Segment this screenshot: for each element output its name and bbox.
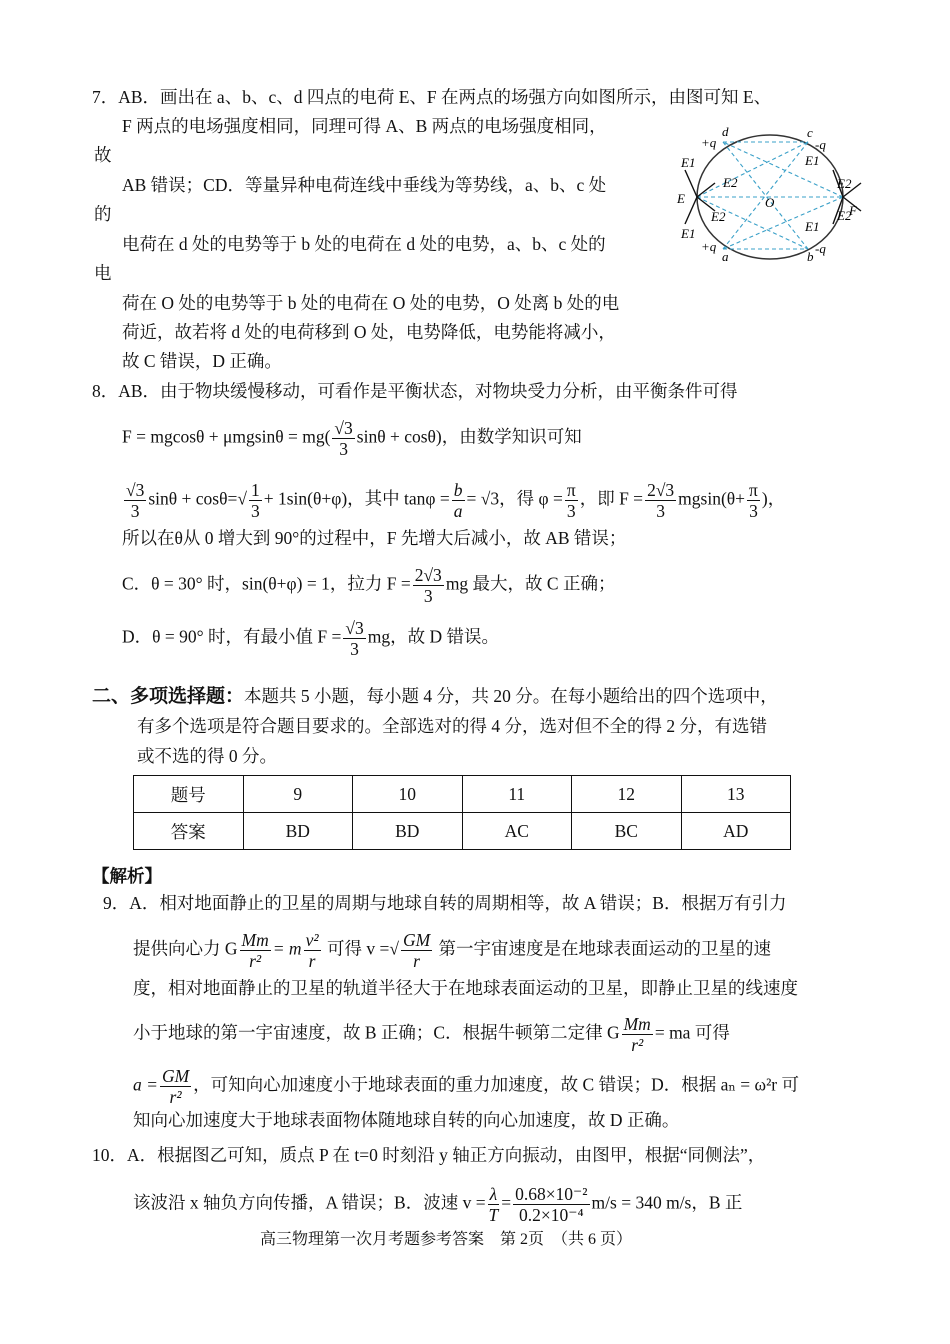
label-minus-q: -q (815, 241, 826, 256)
denominator: 3 (339, 439, 348, 459)
denominator: 3 (566, 501, 576, 521)
fraction (622, 1014, 653, 1055)
table-cell: 13 (681, 776, 791, 813)
text: + 1sin(θ+φ) (263, 488, 348, 509)
answer-table (133, 775, 791, 850)
numerator: 1 (250, 480, 260, 500)
label-F: F (849, 203, 857, 218)
table-row (134, 813, 791, 850)
numerator: v² (305, 930, 319, 950)
text: 小于地球的第一宇宙速度，故 B 正确；C．根据牛顿第二定律 G (133, 1022, 620, 1043)
q7-line: 电荷在 d 处的电势等于 b 处的电荷在 d 处的电势，a、b、c 处的 (122, 234, 606, 254)
table-cell: BD (353, 813, 463, 850)
q9-line: 知向心加速度大于地球表面物体随地球自转的向心加速度，故 D 正确。 (133, 1110, 680, 1130)
label-E1: E1 (681, 226, 696, 241)
text: 提供向心力 G (133, 938, 238, 959)
denominator: 3 (423, 586, 433, 606)
numerator: √3 (345, 618, 364, 638)
section-2-line: 或不选的得 0 分。 (137, 746, 277, 766)
text: C．θ = 30° 时，sin(θ+φ) = 1，拉力 F = (122, 573, 411, 594)
fraction (747, 480, 760, 521)
denominator: r² (169, 1087, 182, 1107)
numerator: GM (161, 1066, 190, 1086)
numerator: b (453, 480, 463, 500)
q8-line: 所以在θ从 0 增大到 90°的过程中，F 先增大后减小，故 AB 错误； (122, 528, 627, 548)
label-E2: E2 (837, 208, 852, 223)
section-title: 二、多项选择题： (92, 686, 245, 707)
table-cell: 9 (243, 776, 353, 813)
text: a = (133, 1074, 158, 1095)
page-footer: 高三物理第一次月考题参考答案 第 2页 （共 6 页） (260, 1231, 633, 1248)
fraction (304, 930, 321, 971)
label-E2: E2 (837, 176, 852, 191)
q8-line-d (122, 618, 499, 659)
text: D．θ = 90° 时，有最小值 F = (122, 626, 342, 647)
section-2-line: 有多个选项是符合题目要求的。全部选对的得 4 分，选对但不全的得 2 分，有选错 (137, 716, 767, 736)
label-E1: E1 (805, 153, 820, 168)
table-cell: 12 (572, 776, 682, 813)
label-a: a (722, 249, 729, 264)
denominator: r (308, 951, 316, 971)
fraction (513, 1184, 589, 1225)
q8-line-c (122, 565, 615, 606)
denominator: 3 (656, 501, 665, 521)
q7-line: 的 (94, 204, 112, 224)
numerator: π (566, 480, 576, 500)
denominator: a (453, 501, 463, 521)
q7-line: AB 错误；CD．等量异种电荷连线中垂线为等势线，a、b、c 处 (122, 175, 607, 195)
text: mg 最大，故 C 正确； (445, 573, 616, 594)
fraction (645, 480, 676, 521)
text: mgsin(θ+ (678, 488, 746, 509)
fraction (249, 480, 262, 521)
fraction (401, 930, 432, 971)
q7-line: 电 (94, 263, 112, 283)
text: ，由数学知识可知 (441, 426, 582, 447)
numerator: π (749, 480, 758, 500)
text: = ma 可得 (654, 1022, 730, 1043)
table-cell: 11 (462, 776, 572, 813)
numerator: GM (402, 930, 431, 950)
text: 本题共 5 小题，每小题 4 分，共 20 分。在每小题给出的四个选项中， (244, 686, 778, 706)
q7-line: F 两点的电场强度相同，同理可得 A、B 两点的电场强度相同， (122, 116, 607, 136)
denominator: 3 (130, 501, 140, 521)
table-cell: BC (572, 813, 682, 850)
text: ，可知向心加速度小于地球表面的重力加速度，故 C 错误；D．根据 aₙ = ω²r 可 (193, 1074, 800, 1095)
q7-line: 7．AB．画出在 a、b、c、d 四点的电荷 E、F 在两点的场强方向如图所示，由图可知 E、 (92, 87, 772, 107)
text: ，其中 tanφ = (347, 488, 450, 509)
analysis-heading: 【解析】 (92, 866, 162, 886)
numerator: 2√3 (414, 565, 442, 585)
fraction (160, 1066, 191, 1107)
label-d: d (722, 125, 729, 139)
label-E1: E1 (805, 219, 820, 234)
q7-line: 荷在 O 处的电势等于 b 处的电荷在 O 处的电势，O 处离 b 处的电 (122, 293, 620, 313)
q8-formula-1: F = mgcosθ + μmgsinθ = mg( $\frac{√3}{3}$ sinθ + cosθ)，由数学知识可知 (122, 418, 582, 459)
fraction (413, 565, 444, 606)
section-2-line (92, 684, 778, 709)
q7-line: 荷近，故若将 d 处的电荷移到 O 处，电势降低，电势能将减小， (122, 322, 616, 342)
label-E2: E2 (711, 209, 726, 224)
numerator: Mm (623, 1014, 651, 1034)
numerator: Mm (241, 930, 269, 950)
label-plus-q: +q (701, 239, 717, 254)
fraction (488, 1184, 500, 1225)
denominator: r (413, 951, 420, 971)
q9-line: 9．A．相对地面静止的卫星的周期与地球自转的周期相等，故 A 错误；B．根据万有引力 (103, 893, 787, 913)
text: = √3，得 φ = (466, 488, 563, 509)
label-c: c (807, 125, 813, 140)
q10-line (133, 1184, 742, 1225)
label-E: E (677, 191, 685, 206)
label-O: O (765, 195, 775, 210)
fraction (332, 418, 354, 459)
fraction (565, 480, 578, 521)
text: )， (761, 488, 786, 509)
table-row (134, 776, 791, 813)
text: = (501, 1192, 512, 1213)
q9-line (133, 1014, 730, 1055)
q7-line: 故 (94, 145, 112, 165)
text: F = mgcosθ + μmgsinθ = mg (122, 426, 325, 447)
numerator: λ (489, 1184, 498, 1204)
numerator: √3 (334, 418, 353, 438)
label-minus-q: -q (815, 137, 826, 152)
text: sinθ + cosθ (356, 426, 436, 447)
text: 可得 v = (326, 938, 390, 959)
q8-line: 8．AB．由于物块缓慢移动，可看作是平衡状态，对物块受力分析，由平衡条件可得 (92, 381, 738, 401)
q10-line: 10．A．根据图乙可知，质点 P 在 t=0 时刻沿 y 轴正方向振动，由图甲，根据“同侧法”， (92, 1145, 766, 1165)
label-E2: E2 (723, 175, 738, 190)
q9-line: 提供向心力 G $\frac{Mm}{\text{r²}}$ = m $\frac{\text{v²}}{r}$ 可得 v =√ $\frac{GM}{r}$ 第一宇宙速度是在地球表面运动的卫星的速 (133, 930, 772, 971)
fraction (343, 618, 365, 659)
text: ，即 F = (579, 488, 644, 509)
table-cell: 10 (353, 776, 463, 813)
denominator: 3 (749, 501, 758, 521)
fraction (240, 930, 271, 971)
numerator: 2√3 (647, 480, 675, 500)
label-E1: E1 (681, 155, 696, 170)
electric-field-diagram (665, 125, 865, 265)
fraction (124, 480, 146, 521)
q7-line: 故 C 错误，D 正确。 (122, 351, 282, 371)
denominator: 0.2×10⁻⁴ (519, 1205, 584, 1225)
denominator: 3 (350, 639, 359, 659)
denominator: T (488, 1205, 499, 1225)
table-cell: 答案 (134, 813, 244, 850)
numerator: √3 (126, 480, 145, 500)
text: 该波沿 x 轴负方向传播，A 错误；B．波速 v = (133, 1192, 486, 1213)
text: 第一宇宙速度是在地球表面运动的卫星的速 (438, 938, 772, 959)
text: m/s = 340 m/s，B 正 (591, 1192, 743, 1213)
table-cell: BD (243, 813, 353, 850)
text: sinθ + cosθ= (148, 488, 238, 509)
label-b: b (807, 249, 814, 264)
text: = m (272, 938, 302, 959)
q9-line (133, 1066, 799, 1107)
table-cell: 题号 (134, 776, 244, 813)
fraction (452, 480, 465, 521)
table-cell: AC (462, 813, 572, 850)
denominator: r² (631, 1035, 644, 1055)
q8-formula-2: $\frac{√3}{3}$ sinθ + cosθ=√ $\frac{1}{3}$ + 1sin(θ+φ)，其中 tanφ = $\frac{b}{a}$ = √3，得 φ = $\frac{\pi}{3}$ ，即 F = $\frac{2√3}{3}$ mgsin(θ+ $\frac{\pi}{3}$ )， (126, 480, 786, 521)
q9-line: 度，相对地面静止的卫星的轨道半径大于在地球表面运动的卫星，即静止卫星的线速度 (133, 978, 798, 998)
numerator: 0.68×10⁻² (515, 1184, 588, 1204)
denominator: 3 (250, 501, 260, 521)
text: mg，故 D 错误。 (367, 626, 499, 647)
table-cell: AD (681, 813, 791, 850)
denominator: r² (249, 951, 262, 971)
label-plus-q: +q (701, 135, 717, 150)
